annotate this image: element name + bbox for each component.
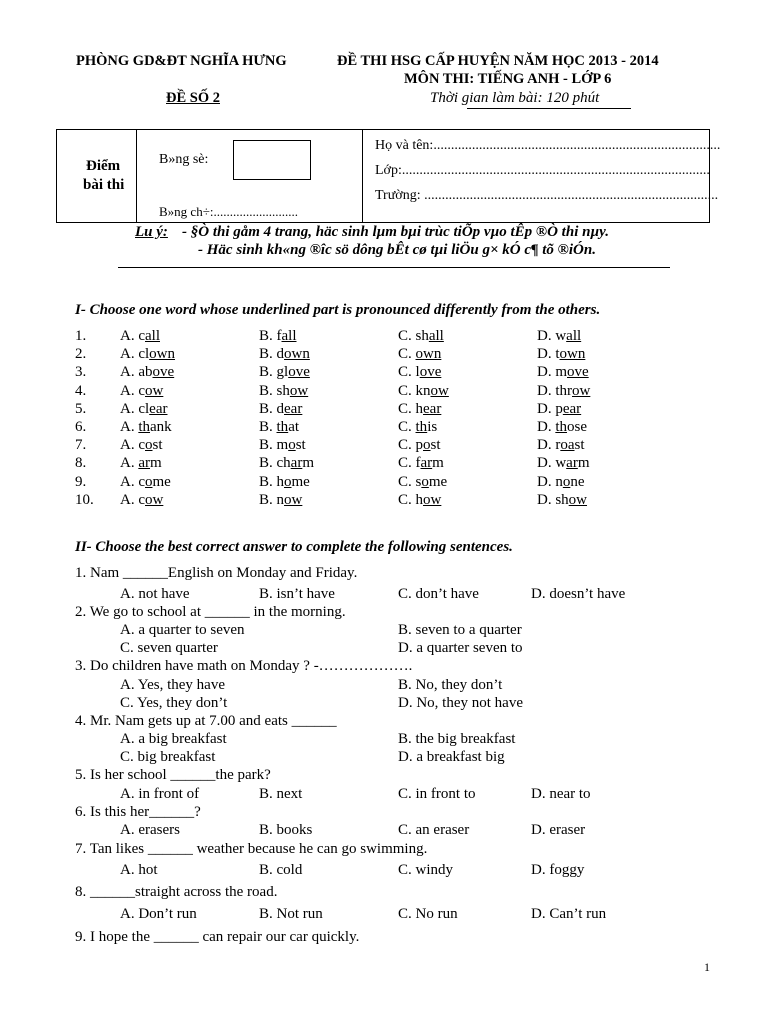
answer-option[interactable]: D. near to [531,786,591,802]
question-text: 5. Is her school ______the park? [75,767,271,783]
answer-option[interactable]: B. seven to a quarter [398,622,522,638]
answer-option[interactable]: B. isn’t have [259,586,335,602]
answer-option[interactable]: A. Yes, they have [120,677,225,693]
underlined-part: own [415,346,442,363]
answer-option[interactable]: C. own [398,346,442,363]
answer-option[interactable]: A. clown [120,346,176,363]
score-label: Điểm [86,158,121,174]
answer-option[interactable]: A. erasers [120,822,180,838]
question-text: 3. Do children have math on Monday ? -………………. [75,658,413,674]
answer-option[interactable]: C. No run [398,906,458,922]
answer-option[interactable]: A. thank [120,419,172,435]
underlined-part: o [562,473,571,490]
underlined-part: own [149,346,176,363]
answer-option[interactable]: B. down [259,346,310,363]
exam-subject: MÔN THI: TIẾNG ANH - LỚP 6 [404,71,612,87]
school-office-name: PHÒNG GD&ĐT NGHĨA HƯNG [76,53,287,69]
answer-option[interactable]: B. glove [259,364,310,381]
duration-underline [467,108,631,109]
answer-option[interactable]: D. throw [537,382,591,399]
answer-option[interactable]: A. call [120,328,160,344]
underlined-part: ow [430,382,449,399]
score-box [56,129,721,223]
underlined-part: oa [560,437,575,454]
answer-option[interactable]: A. hot [120,862,158,878]
underlined-part: ow [145,382,164,399]
question-text: 4. Mr. Nam gets up at 7.00 and eats ______ [75,713,337,729]
answer-option[interactable]: B. home [259,473,310,490]
answer-option[interactable]: C. don’t have [398,586,479,602]
answer-option[interactable]: C. windy [398,862,454,878]
notes-line-1: - §Ò thi gåm 4 trang, häc sinh lµm bµi trùc tiÕp vµo tÊp ®Ò thi nµy. [182,224,609,240]
underlined-part: th [138,419,151,435]
answer-option[interactable]: A. cow [120,491,164,508]
underlined-part: ove [567,364,589,381]
answer-option[interactable]: C. love [398,364,442,381]
underlined-part: own [559,346,586,363]
question-text: 8. ______straight across the road. [75,884,278,900]
item-number: 7. [75,437,87,454]
answer-option[interactable]: D. doesn’t have [531,586,626,602]
answer-option[interactable]: D. those [537,419,588,435]
underlined-part: ow [572,382,591,399]
item-number: 3. [75,364,87,381]
answer-option[interactable]: D. pear [537,400,582,417]
answer-option[interactable]: C. Yes, they don’t [120,695,228,711]
underlined-part: th [555,419,568,435]
underlined-part: ove [152,364,175,381]
score-box-divider [362,130,363,222]
question-text: 6. Is this her______? [75,804,201,820]
answer-option[interactable]: C. know [398,382,449,399]
item-number: 5. [75,400,87,417]
answer-option[interactable]: B. next [259,786,303,802]
student-class-field[interactable]: Lớp:........................................................................................ [375,163,710,178]
student-name-field[interactable]: Họ và tên:.................................................................................. [375,138,721,153]
answer-option[interactable]: A. in front of [120,786,200,802]
question-text: 2. We go to school at ______ in the morning. [75,604,346,620]
underlined-part: all [145,328,160,344]
item-number: 6. [75,419,87,435]
answer-option[interactable]: D. eraser [531,822,586,838]
underlined-part: ar [290,455,303,472]
answer-option[interactable]: A. a quarter to seven [120,622,245,638]
underlined-part: ow [145,491,164,508]
underlined-part: o [423,437,431,454]
answer-option[interactable]: C. an eraser [398,822,470,838]
underlined-part: o [145,473,153,490]
item-number: 9. [75,473,87,490]
answer-option[interactable]: B. most [259,437,306,454]
answer-option[interactable]: B. show [259,382,309,399]
underlined-part: ear [149,400,168,417]
answer-option[interactable]: C. hear [398,400,442,417]
item-number: 2. [75,346,87,363]
notes-line-2: - Häc sinh kh«ng ®îc sö dông bÊt cø tµi liÖu g× kÓ c¶ tõ ®iÓn. [198,242,596,258]
answer-option[interactable]: C. shall [398,328,444,344]
underlined-part: o [421,473,429,490]
underlined-part: ow [289,382,309,399]
exam-duration: Thời gian làm bài: 120 phút [430,90,600,106]
answer-option[interactable]: B. now [259,491,303,508]
score-words-label: B»ng ch÷:.......................... [159,204,298,219]
item-number: 10. [75,491,94,508]
item-number: 8. [75,455,87,472]
answer-option[interactable]: B. No, they don’t [398,677,503,693]
underlined-part: ar [566,455,578,472]
answer-option[interactable]: A. cost [120,437,163,454]
underlined-part: ow [284,491,303,508]
underlined-part: ar [138,455,150,472]
answer-option[interactable]: C. in front to [398,786,476,802]
exam-title: ĐỀ THI HSG CẤP HUYỆN NĂM HỌC 2013 - 2014 [337,53,659,69]
underlined-part: all [428,328,444,344]
answer-option[interactable]: D. show [537,491,588,508]
underlined-part: ove [419,364,442,381]
page-number: 1 [704,960,710,974]
answer-option[interactable]: D. wall [537,328,582,344]
underlined-part: all [566,328,582,344]
notes-separator [118,267,670,268]
answer-option[interactable]: D. a breakfast big [398,749,505,765]
answer-option[interactable]: D. move [537,364,589,381]
score-number-box[interactable] [233,140,311,180]
question-text: 9. I hope the ______ can repair our car quickly. [75,929,360,945]
answer-option[interactable]: D. roast [537,437,585,454]
score-label-2: bài thi [83,177,125,193]
item-number: 1. [75,328,87,344]
answer-option[interactable]: B. books [259,822,313,838]
answer-option[interactable]: D. No, they not have [398,695,523,711]
underlined-part: ow [568,491,588,508]
underlined-part: ar [420,455,433,472]
underlined-part: ear [423,400,442,417]
answer-option[interactable]: D. warm [537,455,590,472]
underlined-part: own [284,346,310,363]
underlined-part: ear [562,400,582,417]
answer-option[interactable]: B. charm [259,455,314,472]
exam-code: ĐỀ SỐ 2 [166,90,220,106]
answer-option[interactable]: C. big breakfast [120,749,216,765]
answer-option[interactable]: D. a quarter seven to [398,640,523,656]
answer-option[interactable]: A. above [120,364,175,381]
answer-option[interactable]: A. arm [120,455,162,472]
student-school-field[interactable]: Trường: .................................................................................... [375,188,719,203]
question-text: 7. Tan likes ______ weather because he can go swimming. [75,841,428,857]
answer-option[interactable]: B. Not run [259,906,323,922]
item-number: 4. [75,382,87,399]
question-text: 1. Nam ______English on Monday and Friday. [75,565,358,581]
answer-option[interactable]: A. not have [120,586,190,602]
answer-option[interactable]: C. seven quarter [120,640,218,656]
answer-option[interactable]: D. foggy [531,862,585,878]
answer-option[interactable]: D. Can’t run [531,906,607,922]
answer-option[interactable]: A. a big breakfast [120,731,227,747]
section-1-title: I- Choose one word whose underlined part is pronounced differently from the others. [75,302,601,318]
underlined-part: th [415,419,428,435]
answer-option[interactable]: A. Don’t run [120,906,197,922]
answer-option[interactable]: C. how [398,491,442,508]
answer-option[interactable]: B. that [259,419,300,435]
answer-option[interactable]: A. come [120,473,171,490]
answer-option[interactable]: A. clear [120,400,168,417]
answer-option[interactable]: C. farm [398,455,444,472]
answer-option[interactable]: B. dear [259,400,303,417]
underlined-part: o [288,437,296,454]
underlined-part: th [276,419,289,435]
answer-option[interactable]: D. town [537,346,586,363]
underlined-part: o [284,473,292,490]
underlined-part: ear [284,400,303,417]
answer-option[interactable]: B. the big breakfast [398,731,516,747]
answer-option[interactable]: B. cold [259,862,303,878]
underlined-part: all [281,328,297,344]
score-number-label: B»ng sè: [159,152,209,167]
answer-option[interactable]: C. post [398,437,441,454]
answer-option[interactable]: C. this [398,419,438,435]
score-box-divider [136,130,137,222]
section-2-title: II- Choose the best correct answer to complete the following sentences. [75,539,513,555]
answer-option[interactable]: C. some [398,473,448,490]
underlined-part: o [145,437,153,454]
underlined-part: ove [288,364,310,381]
answer-option[interactable]: D. none [537,473,585,490]
answer-option[interactable]: A. cow [120,382,164,399]
answer-option[interactable]: B. fall [259,328,297,344]
underlined-part: ow [423,491,442,508]
notes-label: Lu ý: [135,224,168,240]
